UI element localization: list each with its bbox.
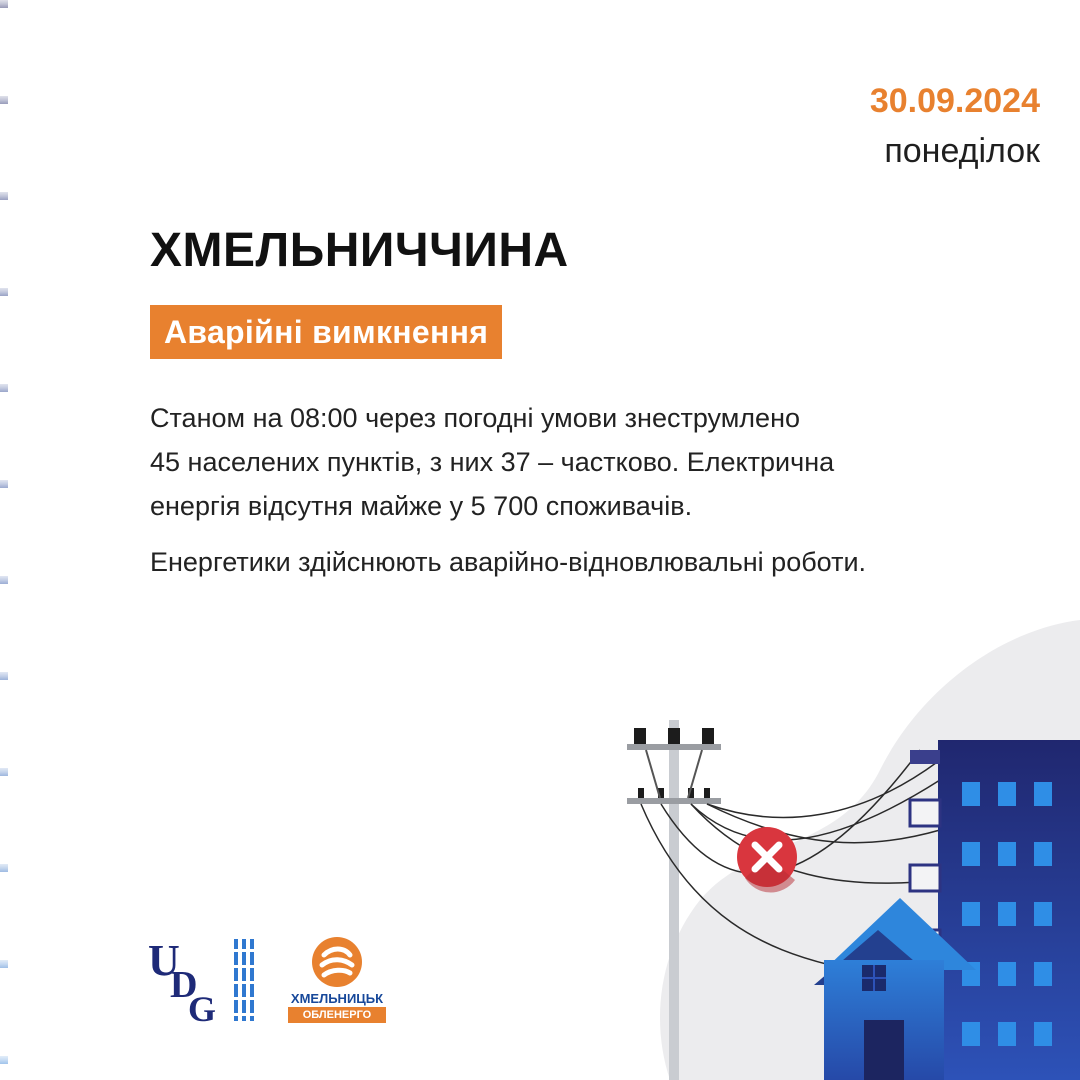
message-line-2: 45 населених пунктів, з них 37 – частково. Електрична bbox=[150, 447, 835, 477]
svg-text:U: U bbox=[148, 936, 180, 985]
oblenergo-name: ХМЕЛЬНИЦЬК bbox=[290, 991, 384, 1006]
oblenergo-sub: ОБЛЕНЕРГО bbox=[288, 1007, 386, 1023]
message-paragraph-2: Енергетики здійснюють аварійно-відновлювальні роботи. bbox=[150, 547, 867, 577]
date: 30.09.2024 bbox=[869, 82, 1040, 120]
region-title: ХМЕЛЬНИЧЧИНА bbox=[150, 224, 569, 277]
svg-text:G: G bbox=[188, 989, 217, 1025]
udg-logo bbox=[148, 935, 258, 1025]
oblenergo-mark-icon bbox=[282, 935, 392, 991]
message-line-3: енергія відсутня майже у 5 700 споживачів. bbox=[150, 491, 693, 521]
message-body bbox=[150, 396, 1050, 584]
status-badge: Аварійні вимкнення bbox=[150, 305, 502, 359]
weekday: понеділок bbox=[884, 132, 1040, 170]
ornament-pattern bbox=[0, 0, 112, 1080]
oblenergo-logo bbox=[282, 935, 392, 1025]
svg-text:D: D bbox=[170, 964, 198, 1006]
outage-illustration bbox=[600, 620, 1080, 1080]
message-line-1: Станом на 08:00 через погодні умови знеструмлено bbox=[150, 403, 800, 433]
